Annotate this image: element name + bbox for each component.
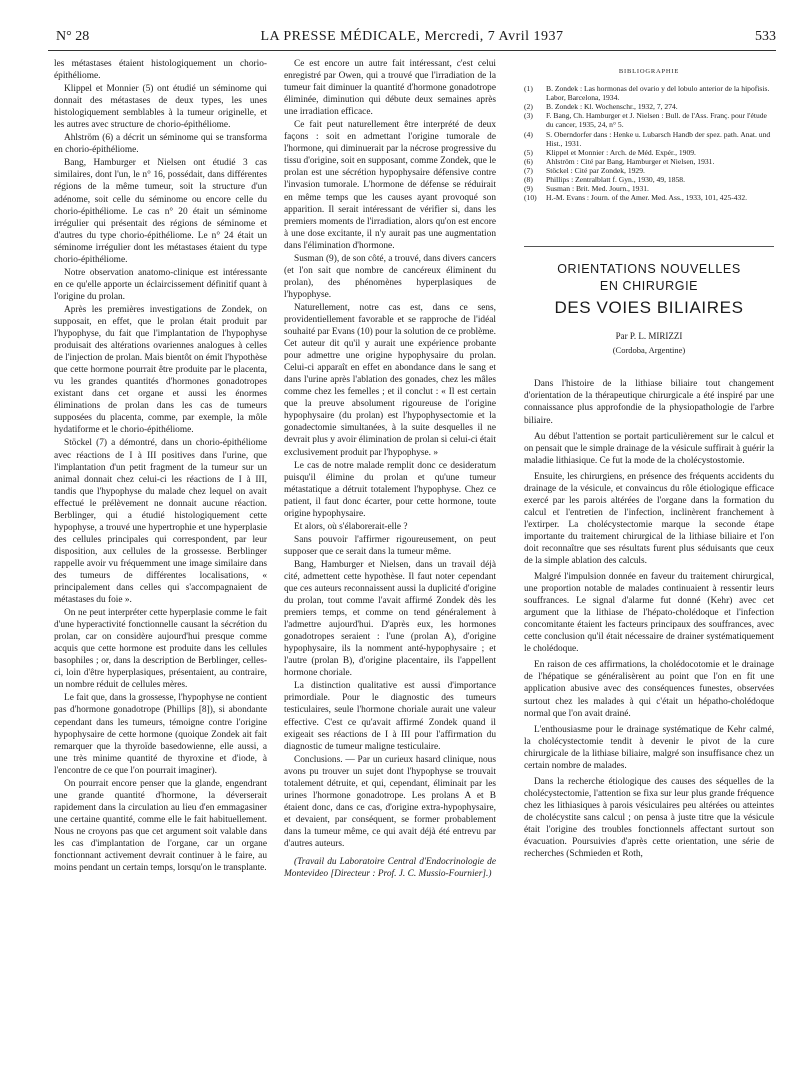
paragraph: Klippel et Monnier (5) ont étudié un séminome qui donnait des métastases de deux types, les unes histologiquement semblables à la tumeur originelle, et les autres avec structure de chorio-épithéliome.: [54, 84, 267, 131]
paragraph: Dans la recherche étiologique des causes des séquelles de la cholécystectomie, l'attention se fixa sur leur plus grande fréquence chez les lithiasiques à parois vésiculaires peu altérées ou atteintes de cholécystite sans calcul ; on pensa à juste titre que la vésicule était l'origine des troubles fonctionnels affectant surtout son évacuation. Poursuivies d'après cette orientation, une série de recherches (Schmieden et Roth,: [524, 776, 774, 860]
paragraph: On pourrait encore penser que la glande, engendrant une grande quantité d'hormone, la déverserait rapidement dans la circulation au lieu d'en emmagasiner une certaine quantité, comme elle le fait habituellement. Nous ne croyons pas que cet argument soit valable dans les cas d'implantation de l'organe, car un organe fonctionnant activement devrait continuer à le faire, au moins pendant un certain temps, lorsqu'on le transplante.: [54, 778, 267, 874]
paragraph: En raison de ces affirmations, la cholédocotomie et le drainage de l'hépatique se généralisèrent au point que l'on en fit une application abusive avec des conséquences funestes, observées surtout chez les malades à qui c'était un hépatho-cholédoque normal que l'on avait drainé.: [524, 660, 774, 719]
reference-item: (4) S. Oberndorfer dans : Henke u. Lubarsch Handb der spez. path. Anat. und Hist., 1931.: [524, 129, 771, 148]
paragraph: Ahlström (6) a décrit un séminome qui se transforma en chorio-épithéliome.: [54, 133, 267, 156]
paragraph: Bang, Hamburger et Nielsen ont étudié 3 cas similaires, dont l'un, le n° 16, possédait, dans différentes régions de la même tumeur, soit la structure d'un adénome, soit celle du séminome ou encore celle du chorio-épithéliome. Le cas n° 20 était un séminome irrégulier qui présentait des régions de séminome et d'autres du type chorio-épithéliome. Le n° 24 était un séminome irrégulier dont les métastases étaient du type chorio-épithéliome.: [54, 158, 267, 265]
paragraph: Le cas de notre malade remplit donc ce desideratum puisqu'il élimine du prolan et qu'une tumeur métastatique a détruit totalement l'hypophyse. Chez ce patient, il faut donc écarter, pour cette hormone, toute origine hypophysaire.: [284, 460, 496, 519]
paragraph: Conclusions. — Par un curieux hasard clinique, nous avons pu trouver un sujet dont l'hypophyse se trouvait totalement détruite, et qui, cependant, éliminait par les urines l'hormone gonadotrope. Les prolans A et B étaient donc, dans ce cas, d'origine extra-hypophysaire, et devaient, par conséquent, se former probablement dans la tumeur même, ce qui avait déjà été entrevu par d'autres auteurs.: [284, 754, 496, 849]
paragraph: Bang, Hamburger et Nielsen, dans un travail déjà cité, admettent cette hypothèse. Il faut noter cependant que ces auteurs reconnaissent aussi la duplicité d'origine du prolan, tout comme l'avait affirmé Zondek dès les premiers temps, et comme on tend généralement à l'admettre aujourd'hui. D'après eux, les hormones gonadotropes seraient : l'une (prolan A), d'origine hypophysaire, ils la nomment anté-hypophysaire ; et l'autre (prolan B), d'origine placentaire, ils l'appellent hormone choriale.: [284, 559, 496, 679]
issue-number: N° 28: [56, 29, 90, 44]
article-title-line1: ORIENTATIONS NOUVELLES: [557, 262, 741, 277]
paragraph: L'enthousiasme pour le drainage systématique de Kehr calmé, la cholécystectomie tendit à devenir le pivot de la cure chirurgicale de la lithiase biliaire, malgré son insuffisance chez un certain nombre de malades.: [524, 724, 774, 771]
reference-item: (2) B. Zondek : Kl. Wochenschr., 1932, 7, 274.: [524, 102, 678, 112]
page-number: 533: [755, 29, 776, 44]
reference-item: (10) H.-M. Evans : Journ. of the Amer. Med. Ass., 1933, 101, 425-432.: [524, 193, 748, 203]
section-divider: [524, 246, 774, 247]
bibliography-list: [524, 84, 774, 202]
paragraph: Ensuite, les chirurgiens, en présence des fréquents accidents du drainage de la vésicule, et convaincus du rôle étiologique efficace exercé par les parois altérées de l'organe dans la formation du calcul et l'entretien de l'infection, inclinèrent franchement à l'extirper. La cholécystectomie marque la seconde étape importante du traitement chirurgical de la lithiase biliaire et l'on doit reconnaître que ses résultats furent plus séduisants que ceux de la simple ablation des calculs.: [524, 471, 774, 567]
column-right: [524, 58, 774, 864]
bibliography-title: BIBLIOGRAPHIE: [618, 68, 680, 75]
paragraph: Stöckel (7) a démontré, dans un chorio-épithéliome avec réactions de I à III positives dans l'urine, que l'implantation d'un petit fragment de la tumeur sur un animal donnait chez celui-ci les réactions de I à III, tandis que l'hypophyse du malade chez lequel on avait effectué le prélèvement ne donnait aucune réaction. Berblinger, qui a étudié histologiquement cette hypophyse, a trouvé une hypertrophie et une hyperplasie des cellules principales qui correspondent, par leur disposition, aux cellules de la grossesse. Berblinger rappelle avoir vu fréquemment une image similaire dans des tumeurs de différentes localisations, « principalement dans celles qui s'accompagnaient de métastases du foie ».: [54, 438, 267, 606]
running-header: [48, 26, 776, 51]
column-middle: [284, 58, 496, 881]
paragraph: Naturellement, notre cas est, dans ce sens, providentiellement favorable et se rapproche de l'idéal souhaité par Evans (10) pour la solution de ce problème. Cet auteur dit qu'il y aurait une expérience probante pour admettre une origine hypophysaire du prolan. Celui-ci apparaît en effet en abondance dans le sang et dans l'urine après l'ablation des gonades, chez les mâles comme chez les femelles ; et il conclut : « Il est certain que la preuve absolument rigoureuse de l'origine hypophysaire (du prolan) est l'hypophysectomie et la gonadectomie simultanées, à la suite desquelles il ne devrait plus y avoir élimination de prolan si celui-ci était exclusivement produit par l'hypophyse. »: [284, 302, 496, 458]
paragraph: Notre observation anatomo-clinique est intéressante en ce qu'elle apporte un éclaircissement définitif quant à l'origine du prolan.: [54, 267, 267, 302]
affiliation-note: (Travail du Laboratoire Central d'Endocrinologie de Montevideo [Directeur : Prof. J. C. Mussio-Fournier].): [284, 857, 496, 880]
paragraph: les métastases étaient histologiquement un chorio-épithéliome.: [54, 59, 267, 82]
article-author: Par P. L. MIRIZZI: [615, 331, 683, 342]
article-title-line2: EN CHIRURGIE: [599, 279, 699, 294]
reference-item: (6) Ahlström : Cité par Bang, Hamburger et Nielsen, 1931.: [524, 156, 715, 166]
paragraph: Ce fait peut naturellement être interprété de deux façons : soit en admettant l'origine tumorale de l'hormone, qui diminuerait par la nécrose progressive du tissu d'origine, soit en supposant, comme Zondek, que le prolan est une sécrétion hypophysaire défensive contre l'invasion tumorale. L'hormone de défense se réduirait en même temps que les causes ayant provoqué son apparition. Il serait intéressant de vérifier si, dans les premiers moments de l'irradiation, alors qu'on est encore à une dose excitante, il n'y aurait pas une augmentation dans l'élimination d'hormone.: [284, 120, 496, 251]
paragraph: Au début l'attention se portait particulièrement sur le calcul et on pensait que le simple drainage de la vésicule suffirait à guérir la maladie lithiasique. Ce fut la mode de la cholécystostomie.: [524, 431, 774, 466]
paragraph: Et alors, où s'élaborerait-elle ?: [294, 521, 408, 532]
paragraph: On ne peut interpréter cette hyperplasie comme le fait d'une hyperactivité fonctionnelle causant la sécrétion du prolan, car on considère aujourd'hui presque comme acquis que cette hormone est produite dans les cellules basophiles ; or, dans la description de Berblinger, celles-ci, loin d'être hyperplasiques, présentaient, au contraire, un nombre réduit de cellules mères.: [54, 608, 267, 691]
article-affiliation: (Cordoba, Argentine): [612, 345, 686, 356]
reference-item: (3) F. Bang, Ch. Hamburger et J. Nielsen : Bull. de l'Ass. Franç. pour l'étude du cancer, 1935, 24, n° 5.: [524, 111, 767, 130]
paragraph: La distinction qualitative est aussi d'importance primordiale. Pour le diagnostic des tumeurs testiculaires, seule l'hormone choriale aurait une valeur effective. C'est ce qu'avait affirmé Zondek quand il exigeait ses réactions de I à III pour l'affirmation du diagnostic de tumeur maligne testiculaire.: [284, 681, 496, 752]
paragraph: Dans l'histoire de la lithiase biliaire tout changement d'orientation de la thérapeutique chirurgicale a été inspiré par une connaissance plus approfondie de la physiopathologie de l'arbre biliaire.: [524, 379, 774, 426]
paragraph: Malgré l'impulsion donnée en faveur du traitement chirurgical, une proportion notable de malades continuaient à ressentir leurs souffrances. Le signal d'alarme fut donné (Kehr) avec cet argument que la lithiase de l'hépato-cholédoque et l'infection concomitante étaient les facteurs principaux des souffrances, avec cette conclusion qu'il était nécessaire de drainer systématiquement le cholédoque.: [524, 572, 774, 655]
column-left: [54, 58, 267, 875]
paragraph: Le fait que, dans la grossesse, l'hypophyse ne contient pas d'hormone gonadotrope (Phillips [8]), si abondante cependant dans les tumeurs, témoigne contre l'origine hypophysaire de cette hormone (quoique Zondek ait fait remarquer que la thyroïde basedowienne, elle aussi, a une très minime quantité de thyroxine et d'iode, à l'encontre de ce que l'on pourrait imaginer).: [54, 693, 267, 776]
paragraph: Ce est encore un autre fait intéressant, c'est celui enregistré par Owen, qui a trouvé que l'irradiation de la tumeur fait diminuer la quantité d'hormone gonadotrope éliminée, diminution qui débute deux semaines après une irradiation efficace.: [284, 59, 496, 118]
paragraph: Sans pouvoir l'affirmer rigoureusement, on peut supposer que ce serait dans la tumeur même.: [284, 534, 496, 557]
journal-title: LA PRESSE MÉDICALE, Mercredi, 7 Avril 1937: [260, 29, 564, 44]
paragraph: Après les premières investigations de Zondek, on supposait, en effet, que le prolan était produit par l'hypophyse, du fait que l'implantation de l'hypophyse produisait des altérations ovariennes analogues à celles de l'injection de prolan. Mais bientôt on émit l'hypothèse que cette hormone pourrait être produite par le placenta, vu les grandes quantités d'hormones gonadotropes existant dans cet organe et aussi les énormes éliminations de prolan dans les cas de tumeurs supposées du placenta, comme, par exemple, la môle hydatiforme et le chorio-épithéliome.: [54, 304, 267, 436]
reference-item: (9) Susman : Brit. Med. Journ., 1931.: [524, 184, 649, 194]
reference-item: (8) Phillips : Zentralblatt f. Gyn., 1930, 49, 1858.: [524, 174, 685, 184]
article-title-line3: DES VOIES BILIAIRES: [554, 298, 744, 318]
reference-item: (1) B. Zondek : Las hormonas del ovario y del lobulo anterior de la hipofisis. Labor, Barcelona, 1934.: [524, 84, 770, 103]
reference-item: (7) Stöckel : Cité par Zondek, 1929.: [524, 165, 645, 175]
reference-item: (5) Klippel et Monnier : Arch. de Méd. Expér., 1909.: [524, 147, 696, 157]
paragraph: Susman (9), de son côté, a trouvé, dans divers cancers (et l'on sait que nombre de cancéreux éliminent du prolan), des phénomènes hyperplasiques de l'hypophyse.: [284, 253, 496, 300]
